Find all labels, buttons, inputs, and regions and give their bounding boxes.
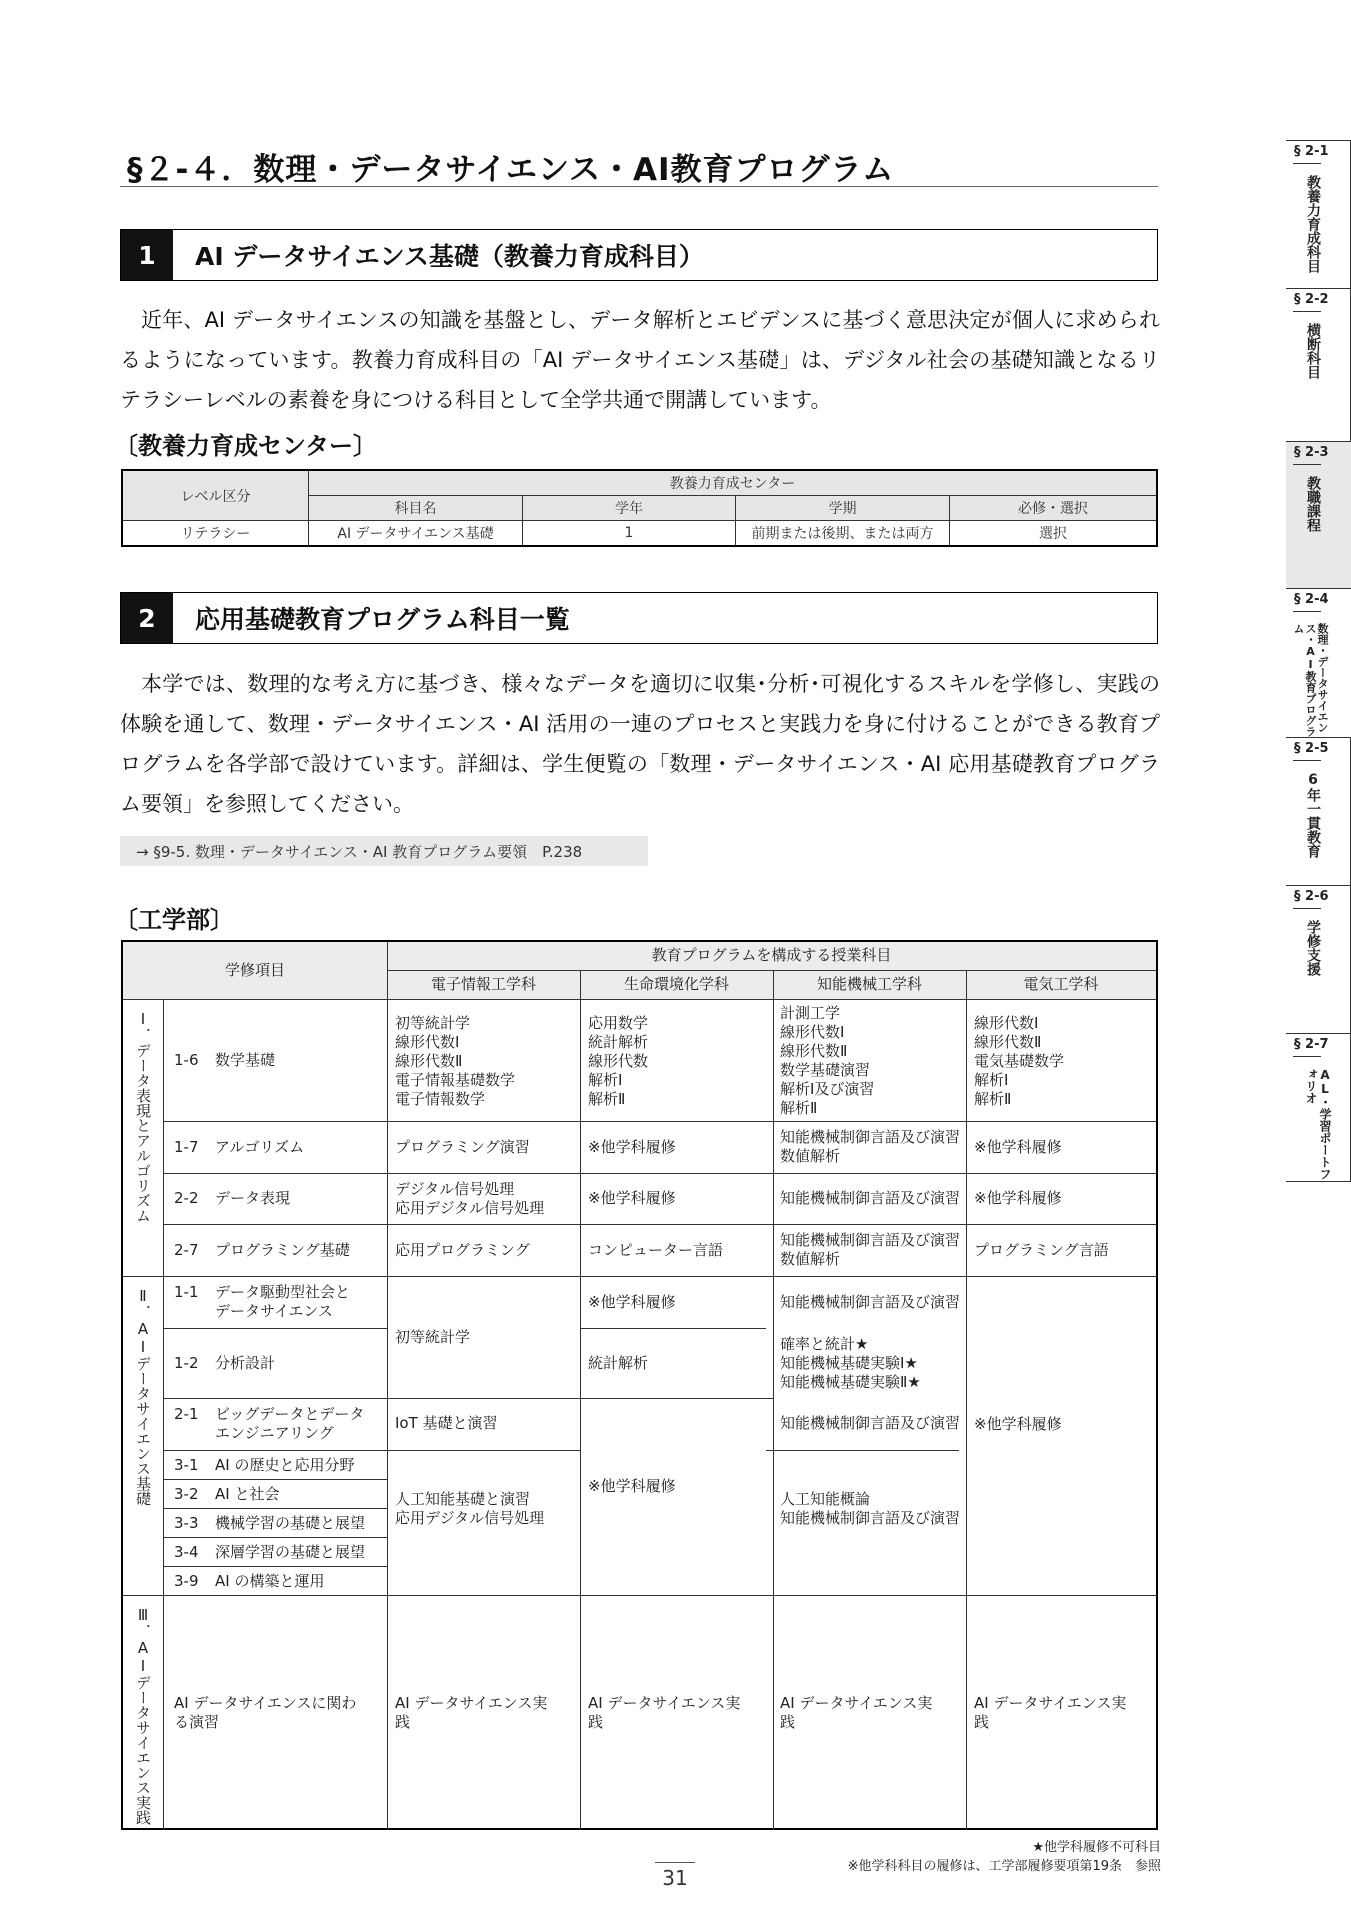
- side-tab-label: § 2-6: [1294, 889, 1329, 904]
- section1-number: 1: [121, 230, 173, 280]
- section2-paragraph: [120, 664, 1160, 824]
- section2-heading: [120, 592, 1158, 644]
- item-number: 1-2: [174, 1354, 199, 1372]
- side-tab-2-1[interactable]: [1286, 140, 1351, 288]
- course-cell: ※他学科履修: [974, 1138, 1062, 1156]
- engineering-program-table: [121, 940, 1158, 1830]
- side-tab-label: § 2-1: [1294, 144, 1329, 159]
- table-notes: [848, 1838, 1161, 1876]
- course-cell: 人工知能概論 知能機械制御言語及び演習: [780, 1490, 961, 1527]
- item-number: 3-9: [174, 1572, 199, 1590]
- side-tab-2-4[interactable]: [1286, 588, 1351, 737]
- side-tab-text: AL・学習ポートフォリオ: [1304, 1068, 1332, 1180]
- table-cell: 1: [523, 521, 736, 547]
- page-number: 31: [662, 1866, 688, 1890]
- course-cell: 応用プログラミング: [395, 1241, 530, 1259]
- item-number: 2-7: [174, 1241, 199, 1259]
- note-star: ★他学科履修不可科目: [1032, 1840, 1161, 1855]
- course-cell: 統計解析: [588, 1354, 649, 1372]
- reference-link[interactable]: → §9-5. 数理・データサイエンス・AI 教育プログラム要領 P.238: [120, 836, 648, 866]
- item-number: 3-1: [174, 1456, 199, 1474]
- item-name: 機械学習の基礎と展望: [215, 1514, 366, 1532]
- item-name: アルゴリズム: [215, 1138, 305, 1156]
- side-tab-2-7[interactable]: [1286, 1033, 1351, 1182]
- group-header: 教養力育成センター: [309, 470, 1158, 496]
- section1-paragraph-text: 近年、AI データサイエンスの知識を基盤とし、データ解析とエビデンスに基づく意思決定が個人に求められるようになっています。教養力育成科目の「AI データサイエンス基礎」は、デジタル社会の基礎知識となるリテラシーレベルの素養を身につける科目として全学共通で開講しています。: [120, 308, 1160, 412]
- course-cell: ※他学科履修: [588, 1477, 676, 1495]
- side-tab-label: § 2-3: [1294, 445, 1329, 460]
- item-name: データ表現: [215, 1189, 291, 1207]
- side-tab-label: § 2-5: [1294, 741, 1329, 756]
- category-label: Ⅱ．AIデータサイエンス基礎: [134, 1287, 152, 1506]
- item-number: 1-7: [174, 1138, 199, 1156]
- side-tab-2-3[interactable]: [1286, 441, 1351, 588]
- course-cell: コンピューター言語: [588, 1241, 724, 1259]
- item-number: 3-3: [174, 1514, 199, 1532]
- course-cell: デジタル信号処理 応用デジタル信号処理: [395, 1180, 545, 1217]
- header-group: 教育プログラムを構成する授業科目: [651, 946, 892, 964]
- course-cell: 知能機械制御言語及び演習: [780, 1414, 961, 1432]
- course-cell: AI データサイエンス実 践: [395, 1694, 548, 1731]
- side-tab-text: 横断科目: [1305, 323, 1321, 379]
- course-cell: AI データサイエンス実 践: [588, 1694, 741, 1731]
- header-item: 学修項目: [224, 961, 285, 979]
- center-course-table: [121, 469, 1158, 547]
- side-tab-label: § 2-7: [1294, 1037, 1329, 1052]
- side-tab-text: 教養力育成科目: [1305, 175, 1321, 273]
- note-other: ※他学科科目の履修は、工学部履修要項第19条 参照: [847, 1859, 1161, 1874]
- table-cell: 前期または後期、または両方: [736, 521, 950, 547]
- course-cell: ※他学科履修: [588, 1293, 676, 1311]
- column-header: 必修・選択: [950, 496, 1158, 521]
- section2-paragraph-text: 本学では、数理的な考え方に基づき、様々なデータを適切に収集･分析･可視化するスキルを学修し、実践の体験を通して、数理・データサイエンス・AI 活用の一連のプロセスと実践力を身に付けることができる教育プログラムを各学部で設けています。詳細は、学生便覧の「数理・データサイエンス・AI 応用基礎教育プログラム要領」を参照してください。: [120, 672, 1160, 816]
- item-name: 数学基礎: [215, 1051, 276, 1069]
- page-number-rule: [655, 1862, 695, 1863]
- table-cell: 選択: [950, 521, 1158, 547]
- item-name: プログラミング基礎: [215, 1241, 350, 1259]
- item-name: AI の構築と運用: [215, 1572, 325, 1590]
- course-cell: プログラミング言語: [974, 1241, 1109, 1259]
- dept-header: 電子情報工学科: [430, 975, 536, 993]
- item-name: AI と社会: [215, 1485, 280, 1503]
- item-number: 1-1: [174, 1283, 199, 1301]
- section1-paragraph: [120, 300, 1160, 420]
- item-number: 2-2: [174, 1189, 199, 1207]
- item-number: 3-4: [174, 1543, 199, 1561]
- item-name: AI データサイエンスに関わ る演習: [174, 1694, 357, 1731]
- section2-number: 2: [121, 593, 173, 643]
- item-name: 深層学習の基礎と展望: [215, 1543, 366, 1561]
- course-cell: 人工知能基礎と演習 応用デジタル信号処理: [395, 1490, 545, 1527]
- category-label: Ⅲ．AIデータサイエンス実践: [134, 1606, 152, 1825]
- section1-heading: [120, 229, 1158, 281]
- course-cell: AI データサイエンス実 践: [780, 1694, 933, 1731]
- dept-header: 知能機械工学科: [816, 975, 922, 993]
- side-tab-2-5[interactable]: [1286, 737, 1351, 885]
- item-name: AI の歴史と応用分野: [215, 1456, 355, 1474]
- column-header: 学年: [523, 496, 736, 521]
- item-name: データ駆動型社会と データサイエンス: [215, 1283, 351, 1320]
- course-cell: ※他学科履修: [588, 1189, 676, 1207]
- course-cell: ※他学科履修: [974, 1189, 1062, 1207]
- column-header: 科目名: [309, 496, 523, 521]
- dept-header: 生命環境化学科: [623, 975, 729, 993]
- section1-heading-text: AI データサイエンス基礎（教養力育成科目）: [195, 242, 704, 271]
- course-cell: 初等統計学: [395, 1328, 471, 1346]
- course-cell: プログラミング演習: [395, 1138, 530, 1156]
- course-cell: 知能機械制御言語及び演習: [780, 1189, 961, 1207]
- section2-heading-text: 応用基礎教育プログラム科目一覧: [195, 605, 570, 634]
- section1-subheading: 〔教養力育成センター〕: [114, 432, 378, 460]
- course-cell: 計測工学 線形代数Ⅰ 線形代数Ⅱ 数学基礎演習 解析Ⅰ及び演習 解析Ⅱ: [780, 1004, 875, 1117]
- column-header: 学期: [736, 496, 950, 521]
- side-tab-text: 数理・データサイエンス・AI教育プログラム: [1292, 623, 1329, 737]
- item-name: ビッグデータとデータ エンジニアリング: [215, 1405, 365, 1442]
- course-cell: AI データサイエンス実 践: [974, 1694, 1127, 1731]
- course-cell: IoT 基礎と演習: [395, 1414, 498, 1432]
- title-rule: [120, 186, 1158, 187]
- category-label: Ⅰ．データ表現とアルゴリズム: [134, 1010, 152, 1223]
- item-number: 3-2: [174, 1485, 199, 1503]
- course-cell: ※他学科履修: [588, 1138, 676, 1156]
- course-cell: 知能機械制御言語及び演習 数値解析: [780, 1128, 961, 1165]
- item-number: 1-6: [174, 1051, 199, 1069]
- section2-subheading: 〔工学部〕: [114, 906, 234, 934]
- table-cell: AI データサイエンス基礎: [309, 521, 523, 547]
- item-name: 分析設計: [215, 1354, 276, 1372]
- course-cell: 知能機械制御言語及び演習: [780, 1293, 961, 1311]
- side-tab-text: 6年一貫教育: [1305, 772, 1321, 858]
- level-header: レベル区分: [122, 470, 309, 521]
- page-title: §２-４．数理・データサイエンス・AI教育プログラム: [127, 152, 895, 188]
- course-cell: ※他学科履修: [974, 1415, 1062, 1433]
- course-cell: 確率と統計★ 知能機械基礎実験Ⅰ★ 知能機械基礎実験Ⅱ★: [780, 1335, 921, 1391]
- side-tab-2-2[interactable]: [1286, 288, 1351, 441]
- item-number: 2-1: [174, 1405, 199, 1423]
- table-cell: リテラシー: [122, 521, 309, 547]
- dept-header: 電気工学科: [1023, 975, 1099, 993]
- side-tab-label: § 2-4: [1294, 592, 1329, 607]
- course-cell: 初等統計学 線形代数Ⅰ 線形代数Ⅱ 電子情報基礎数学 電子情報数学: [395, 1014, 516, 1108]
- side-tab-text: 教職課程: [1305, 476, 1321, 532]
- side-tab-text: 学修支援: [1305, 920, 1321, 976]
- course-cell: 知能機械制御言語及び演習 数値解析: [780, 1231, 961, 1268]
- course-cell: 線形代数Ⅰ 線形代数Ⅱ 電気基礎数学 解析Ⅰ 解析Ⅱ: [974, 1014, 1065, 1108]
- course-cell: 応用数学 統計解析 線形代数 解析Ⅰ 解析Ⅱ: [588, 1014, 649, 1108]
- side-tab-2-6[interactable]: [1286, 885, 1351, 1033]
- side-tab-label: § 2-2: [1294, 292, 1329, 307]
